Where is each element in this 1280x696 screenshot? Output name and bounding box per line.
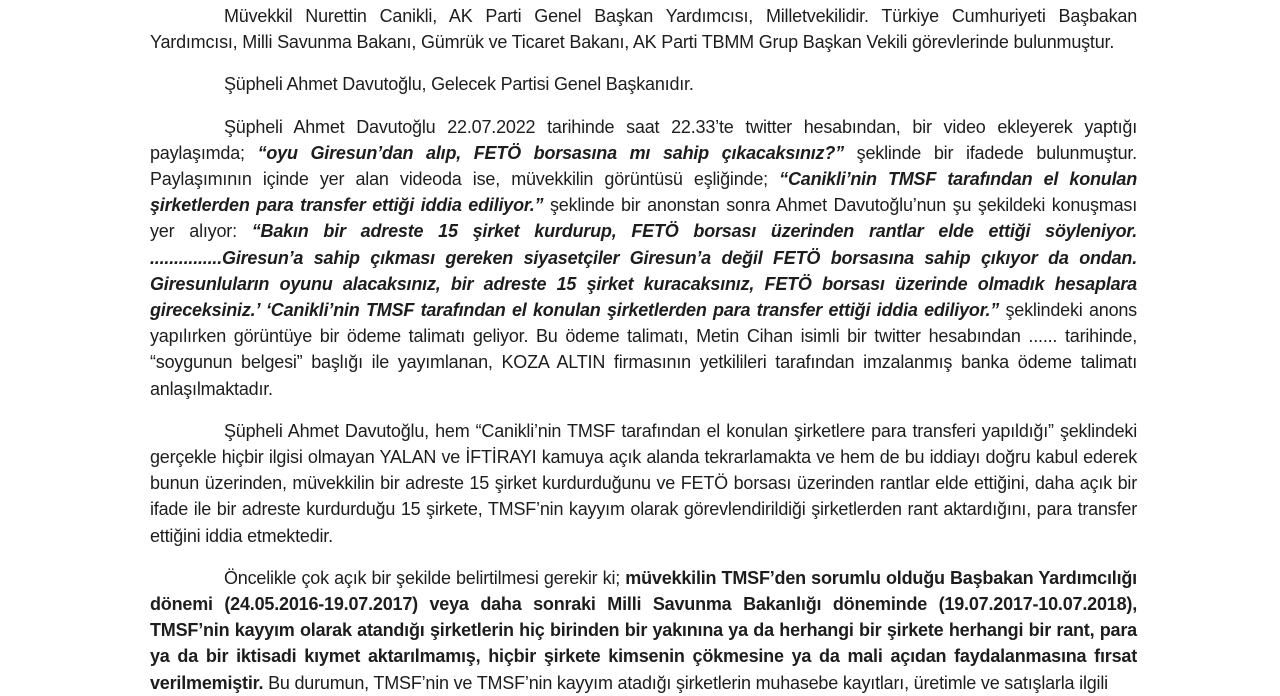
text-run: müvekkilin TMSF’den sorumlu olduğu Başbakan Yardımcılığı dönemi (24.05.2016-19.07.2017) veya daha sonraki Milli Savunma Bakanlığı döneminde (19.07.2017-10.07.2018), TMSF’nin kayyım olarak atandığı şirketlerin hiç birinden bir yakınına ya da herhangi bir şirkete herhangi bir rant, para ya da bir iktisadi kıymet aktarılmamış, hiçbir şirkete kimsenin çökmesine ya da mali açıdan faydalanmasına fırsat verilmemiştir. [150,567,1137,693]
text-run: şeklinde bir anonstan sonra Ahmet Davutoğlu’nun şu şekildeki konuşması yer alıyor: [150,195,1137,242]
paragraph-5 [150,565,1137,696]
paragraph-4 [150,418,1137,549]
text-run: Şüpheli Ahmet Davutoğlu, Gelecek Partisi Genel Başkanıdır. [224,74,694,95]
paragraph-3 [150,114,1137,402]
paragraph-2 [150,71,1137,97]
text-run: şeklindeki anons yapılırken görüntüye bir ödeme talimatı geliyor. Bu ödeme talimatı, Metin Cihan isimli bir twitter hesabından ...... tarihinde, “soygunun belgesi” başlığı ile yayımlanan, KOZA ALTIN firmasının yetkilileri tarafından imzalanmış banka ödeme talimatı anlaşılmaktadır. [150,300,1137,399]
text-run: “oyu Giresun’dan alıp, FETÖ borsasına mı sahip çıkacaksınız?” [257,142,844,163]
paragraph-1 [150,3,1137,55]
text-run: Müvekkil Nurettin Canikli, AK Parti Genel Başkan Yardımcısı, Milletvekilidir. Türkiye Cumhuriyeti Başbakan Yardımcısı, Milli Savunma Bakanı, Gümrük ve Ticaret Bakanı, AK Parti TBMM Grup Başkan Vekili görevlerinde bulunmuştur. [150,6,1137,53]
text-run: “Bakın bir adreste 15 şirket kurdurup, FETÖ borsası üzerinden rantlar elde ettiği söyleniyor. ...............Giresun’a sahip çıkması gereken siyasetçiler Giresun’a değil FETÖ borsasına sahip çıkıyor da ondan. Giresunluların oyunu alacaksınız, bir adreste 15 şirket kuracaksınız, FETÖ borsası üzerinde olmadık hesaplara gireceksiniz.’ ‘Canikli’nin TMSF tarafından el konulan şirketlerden para transfer ettiği iddia ediliyor.” [150,221,1137,321]
text-run: “Canikli’nin TMSF tarafından el konulan şirketlerden para transfer ettiği iddia ediliyor.” [150,169,1137,216]
text-run: Bu durumun, TMSF’nin ve TMSF’nin kayyım atadığı şirketlerin muhasebe kayıtları, üretimle ve satışlarla ilgili [263,672,1108,693]
document-body [150,3,1137,696]
text-run: Öncelikle çok açık bir şekilde belirtilmesi gerekir ki; [224,567,626,588]
text-run: Şüpheli Ahmet Davutoğlu 22.07.2022 tarihinde saat 22.33’te twitter hesabından, bir video ekleyerek yaptığı paylaşımda; [150,116,1137,163]
text-run: şeklinde bir ifadede bulunmuştur. Paylaşımının içinde yer alan videoda ise, müvekkilin görüntüsü eşliğinde; [150,142,1137,190]
text-run: Şüpheli Ahmet Davutoğlu, hem “Canikli’nin TMSF tarafından el konulan şirketlere para transferi yapıldığı” şeklindeki gerçekle hiçbir ilgisi olmayan YALAN ve İFTİRAYI kamuya açık alanda tekrarlamakta ve hem de bu iddiayı doğru kabul ederek bunun üzerinden, müvekkilin bir adreste 15 şirket kurdurduğunu ve FETÖ borsası üzerinden rantlar elde ettiğini, daha açık bir ifade ile bir adreste kurdurduğu 15 şirkete, TMSF’nin kayyım olarak görevlendirildiği şirketlerden rant aktardığını, para transfer ettiğini iddia etmektedir. [150,420,1137,546]
